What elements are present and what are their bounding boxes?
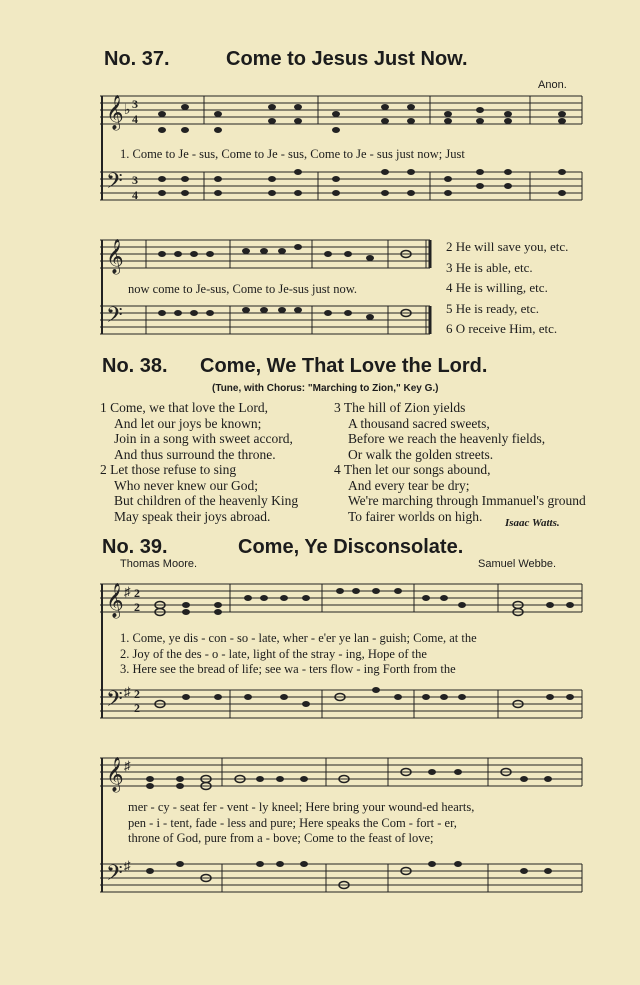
hymn-37-lyric-line-2: now come to Je-sus, Come to Je-sus just now. [128, 282, 358, 296]
svg-text:♯: ♯ [124, 684, 131, 699]
svg-text:♭: ♭ [124, 103, 131, 118]
svg-text:2: 2 [134, 600, 140, 614]
hymn-37-verse-list [446, 237, 568, 340]
stanza-line: May speak their joys abroad. [114, 508, 271, 524]
lyric-verse-1: 1. Come, ye dis - con - so - late, wher - e'er ye lan - guish; Come, at the [120, 631, 477, 645]
hymn-38-author: Isaac Watts. [505, 517, 560, 529]
lyric-verse-2: pen - i - tent, fade - less and pure; Here speaks the Com - fort - er, [128, 815, 457, 830]
stanza-line: And thus surround the throne. [114, 446, 276, 462]
svg-text:𝄞: 𝄞 [106, 584, 124, 617]
svg-text:𝄢: 𝄢 [106, 687, 123, 716]
svg-text:𝄞: 𝄞 [106, 96, 124, 129]
hymn-37-verse-6: 6 O receive Him, etc. [446, 321, 558, 336]
stanza-line: 3 The hill of Zion yields [334, 400, 466, 415]
svg-text:𝄞: 𝄞 [106, 240, 124, 273]
hymn-37-verse-2: 2 He will save you, etc. [446, 239, 569, 254]
hymn-37-verse-5: 5 He is ready, etc. [446, 300, 540, 316]
svg-text:♯: ♯ [124, 584, 131, 599]
hymn-39-system-2-lyrics [128, 800, 474, 847]
stanza-line: Before we reach the heavenly fields, [348, 431, 546, 447]
stanza-line: And let our joys be known; [114, 415, 262, 431]
stanza-line: 1 Come, we that love the Lord, [100, 400, 268, 415]
hymn-38-tune-note: (Tune, with Chorus: "Marching to Zion," Key G.) [212, 383, 439, 394]
hymn-37-verse-4: 4 He is willing, etc. [446, 280, 548, 295]
lyric-verse-2: 2. Joy of the des - o - late, light of the stray - ing, Hope of the [120, 646, 427, 661]
hymn-39-music-by: Samuel Webbe. [478, 558, 557, 570]
hymn-38-number: No. 38. [102, 355, 168, 377]
lyric-verse-3: 3. Here see the bread of life; see wa - ters flow - ing Forth from the [120, 662, 456, 676]
svg-text:3: 3 [132, 173, 138, 187]
lyric-verse-3: throne of God, pure from a - bove; Come to the feast of love; [128, 831, 434, 845]
svg-text:4: 4 [132, 112, 138, 126]
stanza-line: To fairer worlds on high. [348, 508, 483, 524]
hymn-39-number: No. 39. [102, 536, 168, 558]
hymn-37-title: Come to Jesus Just Now. [226, 48, 468, 70]
svg-text:♯: ♯ [124, 858, 131, 873]
svg-text:𝄞: 𝄞 [106, 758, 124, 791]
svg-text:2: 2 [134, 701, 140, 715]
hymn-37-lyric-line-1: 1. Come to Je - sus, Come to Je - sus, Come to Je - sus just now; Just [120, 147, 465, 161]
stanza-line: 4 Then let our songs abound, [334, 462, 491, 477]
hymn-38-stanza-4 [334, 462, 586, 524]
hymn-39-system-1-lyrics [120, 631, 477, 678]
svg-text:𝄢: 𝄢 [106, 861, 123, 890]
hymn-38-stanza-2 [100, 462, 298, 524]
hymn-39-title: Come, Ye Disconsolate. [238, 536, 464, 558]
hymn-37-verse-3: 3 He is able, etc. [446, 259, 533, 275]
svg-text:𝄢: 𝄢 [106, 303, 123, 332]
hymn-38-stanza-1 [100, 400, 293, 462]
lyric-verse-1: mer - cy - seat fer - vent - ly kneel; Here bring your wound-ed hearts, [128, 800, 475, 814]
svg-text:2: 2 [134, 586, 140, 600]
stanza-line: And every tear be dry; [348, 477, 470, 493]
hymn-38-stanza-3 [334, 400, 545, 462]
hymn-37-author: Anon. [538, 79, 567, 91]
svg-text:♯: ♯ [124, 758, 131, 773]
stanza-line: Or walk the golden streets. [348, 446, 494, 462]
svg-text:2: 2 [134, 687, 140, 701]
hymn-37-number: No. 37. [104, 48, 170, 70]
stanza-line: 2 Let those refuse to sing [100, 462, 237, 477]
stanza-line: But children of the heavenly King [114, 493, 299, 509]
hymn-39-words-by: Thomas Moore. [120, 558, 198, 570]
svg-text:4: 4 [132, 188, 138, 202]
stanza-line: A thousand sacred sweets, [348, 415, 490, 431]
svg-text:3: 3 [132, 97, 138, 111]
svg-text:𝄢: 𝄢 [106, 169, 123, 198]
stanza-line: Who never knew our God; [114, 477, 258, 493]
hymn-38-title: Come, We That Love the Lord. [200, 355, 488, 377]
stanza-line: We're marching through Immanuel's ground [348, 493, 586, 509]
stanza-line: Join in a song with sweet accord, [114, 431, 293, 447]
